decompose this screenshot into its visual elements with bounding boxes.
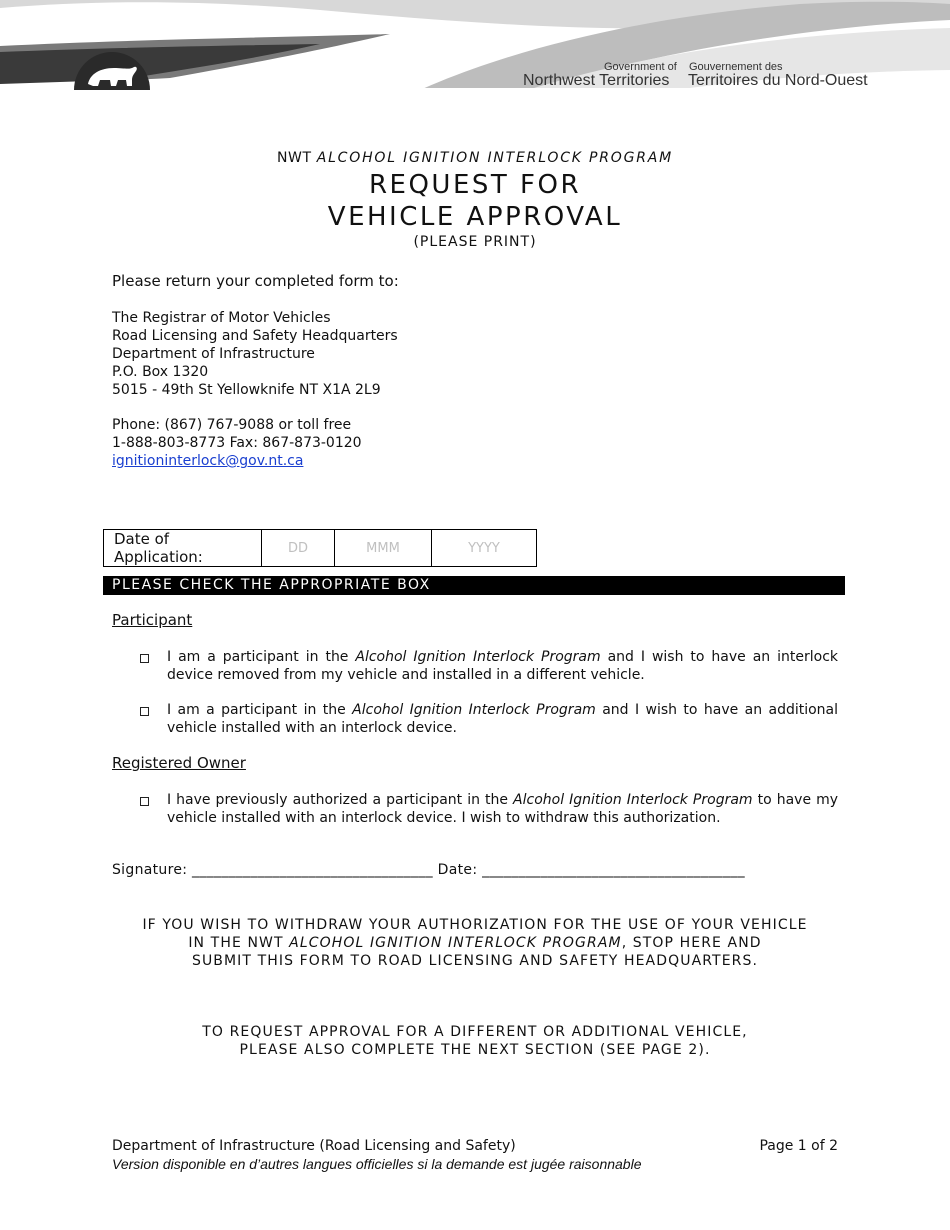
date-month-field[interactable]: MMM xyxy=(335,530,432,567)
gov-fr-small: Gouvernement des xyxy=(689,61,783,73)
signature-date-line[interactable]: Signature: _________________________________ Date: ____________________________________ xyxy=(112,862,745,878)
form-title-line1: REQUEST FOR xyxy=(368,170,582,200)
phone-fax-line: 1-888-803-8773 Fax: 867-873-0120 xyxy=(112,435,362,451)
owner-option-checkbox[interactable] xyxy=(140,797,149,806)
gov-fr-name: Territoires du Nord-Ouest xyxy=(688,72,868,89)
request-notice xyxy=(0,1023,950,1059)
withdraw-line2: IN THE NWT ALCOHOL IGNITION INTERLOCK PROGRAM, STOP HERE AND xyxy=(188,935,762,951)
participant-option1-text: I am a participant in the Alcohol Ignition Interlock Program and I wish to have an interlock device removed from my vehicle and installed in a different vehicle. xyxy=(167,649,839,683)
address-line: Road Licensing and Safety Headquarters xyxy=(112,328,398,344)
check-box-instruction-bar: PLEASE CHECK THE APPROPRIATE BOX xyxy=(103,576,845,595)
participant-option2-text: I am a participant in the Alcohol Ignition Interlock Program and I wish to have an additional vehicle installed with an interlock device. xyxy=(167,702,839,736)
registered-owner-heading: Registered Owner xyxy=(112,754,246,772)
withdraw-line3: SUBMIT THIS FORM TO ROAD LICENSING AND SAFETY HEADQUARTERS. xyxy=(191,953,759,969)
owner-option-text: I have previously authorized a participant in the Alcohol Ignition Interlock Program to have my vehicle installed with an interlock device. I wish to withdraw this authorization. xyxy=(167,792,839,826)
request-line1: TO REQUEST APPROVAL FOR A DIFFERENT OR ADDITIONAL VEHICLE, xyxy=(202,1024,748,1040)
gov-en-name: Northwest Territories xyxy=(523,72,670,89)
address-line: Department of Infrastructure xyxy=(112,346,315,362)
date-year-field[interactable]: YYYY xyxy=(432,530,537,567)
request-line2: PLEASE ALSO COMPLETE THE NEXT SECTION (SEE PAGE 2). xyxy=(239,1042,711,1058)
email-link[interactable]: ignitioninterlock@gov.nt.ca xyxy=(112,453,304,469)
contact-info xyxy=(112,416,362,470)
address-line: 5015 - 49th St Yellowknife NT X1A 2L9 xyxy=(112,382,381,398)
page-number: Page 1 of 2 xyxy=(759,1138,838,1154)
return-address xyxy=(112,309,398,399)
please-print-note: (PLEASE PRINT) xyxy=(413,234,537,250)
date-of-application xyxy=(103,529,537,567)
address-line: The Registrar of Motor Vehicles xyxy=(112,310,331,326)
gov-en-small: Government of xyxy=(604,61,677,73)
phone-line: Phone: (867) 767-9088 or toll free xyxy=(112,417,352,433)
footer-department: Department of Infrastructure (Road Licensing and Safety) xyxy=(112,1138,516,1154)
return-intro: Please return your completed form to: xyxy=(112,272,399,290)
withdraw-notice xyxy=(0,916,950,970)
participant-option2-checkbox[interactable] xyxy=(140,707,149,716)
footer-french-note: Version disponible en d’autres langues officielles si la demande est jugée raisonnable xyxy=(112,1156,642,1172)
participant-heading: Participant xyxy=(112,611,193,629)
date-label: Date of Application: xyxy=(104,530,262,567)
nwt-logo xyxy=(70,34,154,90)
participant-option1-checkbox[interactable] xyxy=(140,654,149,663)
date-day-field[interactable]: DD xyxy=(262,530,335,567)
withdraw-line1: IF YOU WISH TO WITHDRAW YOUR AUTHORIZATION FOR THE USE OF YOUR VEHICLE xyxy=(142,917,808,933)
form-title-line2: VEHICLE APPROVAL xyxy=(327,202,623,232)
address-line: P.O. Box 1320 xyxy=(112,364,209,380)
program-subtitle: NWT ALCOHOL IGNITION INTERLOCK PROGRAM xyxy=(276,150,674,166)
